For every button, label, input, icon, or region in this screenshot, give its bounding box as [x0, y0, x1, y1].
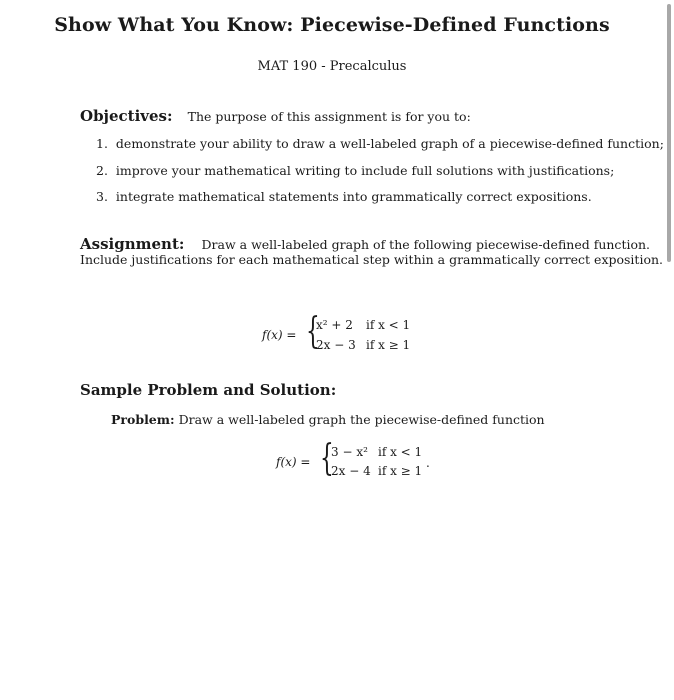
- function2-piece2-expr: 2x − 4: [331, 464, 371, 478]
- course-subtitle: MAT 190 - Precalculus: [257, 59, 407, 74]
- sample-heading: Sample Problem and Solution:: [80, 381, 337, 399]
- list-item-number: 1.: [96, 136, 108, 151]
- function1-piece1-expr: x² + 2: [316, 318, 353, 332]
- list-item-text: integrate mathematical statements into grammatically correct expositions.: [115, 189, 592, 204]
- function2-trailing-period: .: [426, 456, 430, 470]
- function2-brace: {: [320, 438, 334, 479]
- list-item: [96, 163, 614, 178]
- function1-piece2-expr: 2x − 3: [316, 338, 356, 352]
- assignment-section: [80, 234, 650, 253]
- problem-statement: [111, 412, 545, 427]
- problem-text: Draw a well-labeled graph the piecewise-defined function: [178, 412, 545, 427]
- assignment-heading: Assignment:: [80, 235, 185, 253]
- list-item-number: 2.: [96, 163, 108, 178]
- scrollbar[interactable]: [664, 0, 674, 700]
- objectives-heading: Objectives:: [80, 107, 173, 125]
- function1-brace: {: [306, 311, 320, 352]
- function1-lhs: f(x) =: [262, 328, 297, 342]
- objectives-intro: The purpose of this assignment is for you to:: [187, 109, 471, 124]
- list-item: [96, 136, 664, 151]
- function2-piece2-cond: if x ≥ 1: [378, 464, 423, 478]
- list-item-text: demonstrate your ability to draw a well-labeled graph of a piecewise-defined function;: [115, 136, 664, 151]
- assignment-text-line1: Draw a well-labeled graph of the following piecewise-defined function.: [201, 237, 651, 252]
- objectives-section: [80, 106, 471, 125]
- problem-label: Problem:: [111, 412, 175, 427]
- list-item-number: 3.: [96, 189, 108, 204]
- list-item-text: improve your mathematical writing to include full solutions with justifications;: [115, 163, 615, 178]
- function2-piece1-cond: if x < 1: [378, 445, 423, 459]
- page-title: Show What You Know: Piecewise-Defined Functions: [54, 14, 610, 36]
- function1-piece2-cond: if x ≥ 1: [366, 338, 411, 352]
- assignment-text-line2: Include justifications for each mathematical step within a grammatically correct exposition.: [80, 252, 664, 267]
- list-item: [96, 189, 592, 204]
- function2-piece1-expr: 3 − x²: [331, 445, 368, 459]
- function1-piece1-cond: if x < 1: [366, 318, 411, 332]
- scrollbar-thumb[interactable]: [667, 4, 671, 262]
- function2-lhs: f(x) =: [276, 455, 311, 469]
